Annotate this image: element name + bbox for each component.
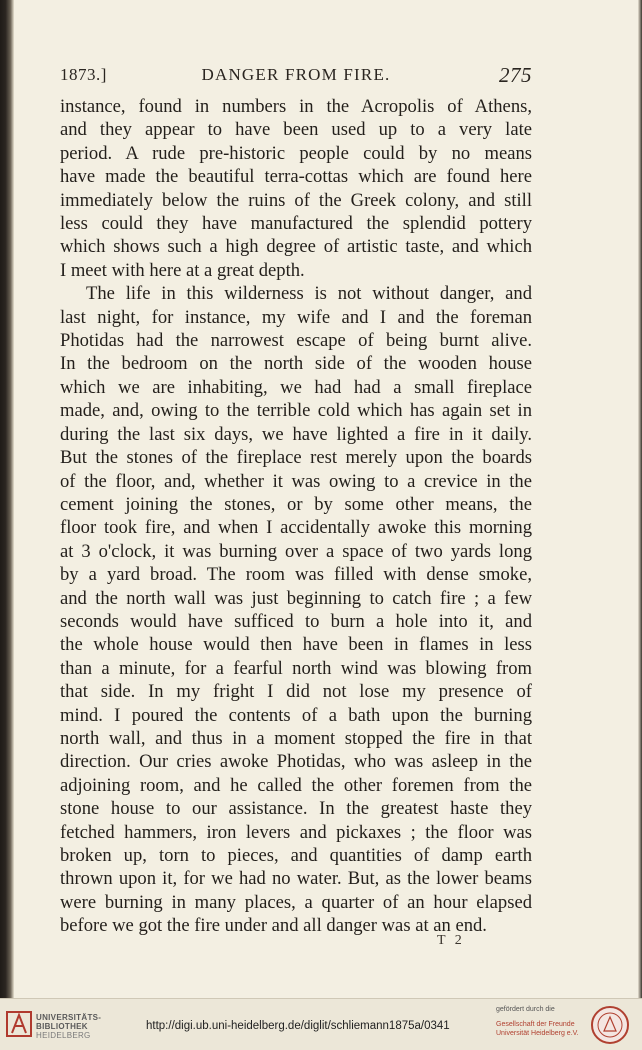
text-line: adjoining room, and he called the other foremen from the xyxy=(60,774,532,796)
signature-mark: T 2 xyxy=(437,933,465,948)
library-name-line: HEIDELBERG xyxy=(36,1031,91,1040)
text-line: made, and, owing to the terrible cold which has again set in xyxy=(60,400,532,422)
page-edge-shadow xyxy=(638,0,642,998)
text-line: seconds would have sufficed to burn a hole into it, and xyxy=(60,610,532,632)
university-seal-icon xyxy=(590,1005,630,1045)
text-line: of the floor, and, whether it was owing to a crevice in the xyxy=(60,470,532,492)
text-line: Photidas had the narrowest escape of being burnt alive. xyxy=(60,330,532,352)
text-line: cement joining the stones, or by some other means, the xyxy=(60,493,532,515)
text-line: stone house to our assistance. In the greatest haste they xyxy=(60,798,532,820)
text-line: and they appear to have been used up to a very late xyxy=(60,119,532,141)
text-line: have made the beautiful terra-cottas which are found here xyxy=(60,166,532,188)
text-line: which shows such a high degree of artistic taste, and which xyxy=(60,236,532,258)
header-year: 1873.] xyxy=(60,65,107,84)
text-line: than a minute, for a fearful north wind was blowing from xyxy=(60,657,532,679)
text-line: last night, for instance, my wife and I and the foreman xyxy=(60,306,532,328)
text-line: immediately below the ruins of the Greek colony, and still xyxy=(60,189,532,211)
text-line: and the north wall was just beginning to catch fire ; a few xyxy=(60,587,532,609)
text-line: less could they have manufactured the splendid pottery xyxy=(60,213,532,235)
running-head xyxy=(60,65,532,89)
text-line: which we are inhabiting, we had had a small fireplace xyxy=(60,376,532,398)
sponsor-credit xyxy=(496,1005,580,1038)
text-line: north wall, and thus in a moment stopped the fire in that xyxy=(60,727,532,749)
text-line: In the bedroom on the north side of the wooden house xyxy=(60,353,532,375)
text-line: The life in this wilderness is not without danger, and xyxy=(86,283,532,305)
sponsor-label: gefördert durch die xyxy=(496,1006,555,1013)
library-logo-icon xyxy=(6,1009,32,1039)
text-line: were burning in many places, a quarter of an hour elapsed xyxy=(60,891,532,913)
text-line: the whole house would then have been in flames in less xyxy=(60,634,532,656)
sponsor-org-line: Gesellschaft der Freunde xyxy=(496,1021,575,1028)
body-text xyxy=(60,95,532,938)
text-line: mind. I poured the contents of a bath upon the burning xyxy=(60,704,532,726)
library-name-line: UNIVERSITÄTS- xyxy=(36,1013,102,1022)
header-title: DANGER FROM FIRE. xyxy=(201,65,391,84)
text-line: during the last six days, we have lighted a fire in it daily. xyxy=(60,423,532,445)
text-line: direction. Our cries awoke Photidas, who was asleep in the xyxy=(60,751,532,773)
text-line: before we got the fire under and all danger was at an end. xyxy=(60,915,487,937)
text-line: But the stones of the fireplace rest merely upon the boards xyxy=(60,447,532,469)
text-line: that side. In my fright I did not lose my presence of xyxy=(60,681,532,703)
permalink-url[interactable]: http://digi.ub.uni-heidelberg.de/diglit/schliemann1875a/0341 xyxy=(146,1020,450,1032)
text-line: at 3 o'clock, it was burning over a space of two yards long xyxy=(60,540,532,562)
text-line: instance, found in numbers in the Acropolis of Athens, xyxy=(60,96,532,117)
text-line: I meet with here at a great depth. xyxy=(60,259,305,281)
page-number: 275 xyxy=(499,63,532,87)
text-line: broken up, torn to pieces, and quantities of damp earth xyxy=(60,845,532,866)
text-line: floor took fire, and when I accidentally awoke this morning xyxy=(60,517,532,539)
book-spine-shadow xyxy=(0,0,14,998)
library-name-line: BIBLIOTHEK xyxy=(36,1022,88,1031)
text-line: by a yard broad. The room was filled with dense smoke, xyxy=(60,564,532,586)
library-name xyxy=(36,1013,101,1040)
digitization-footer xyxy=(0,998,642,1050)
text-line: fetched hammers, iron levers and pickaxes ; the floor was xyxy=(60,821,532,843)
text-line: period. A rude pre-historic people could by no means xyxy=(60,142,532,164)
text-line: thrown upon it, for we had no water. But, as the lower beams xyxy=(60,868,532,890)
sponsor-org-line: Universität Heidelberg e.V. xyxy=(496,1030,579,1037)
